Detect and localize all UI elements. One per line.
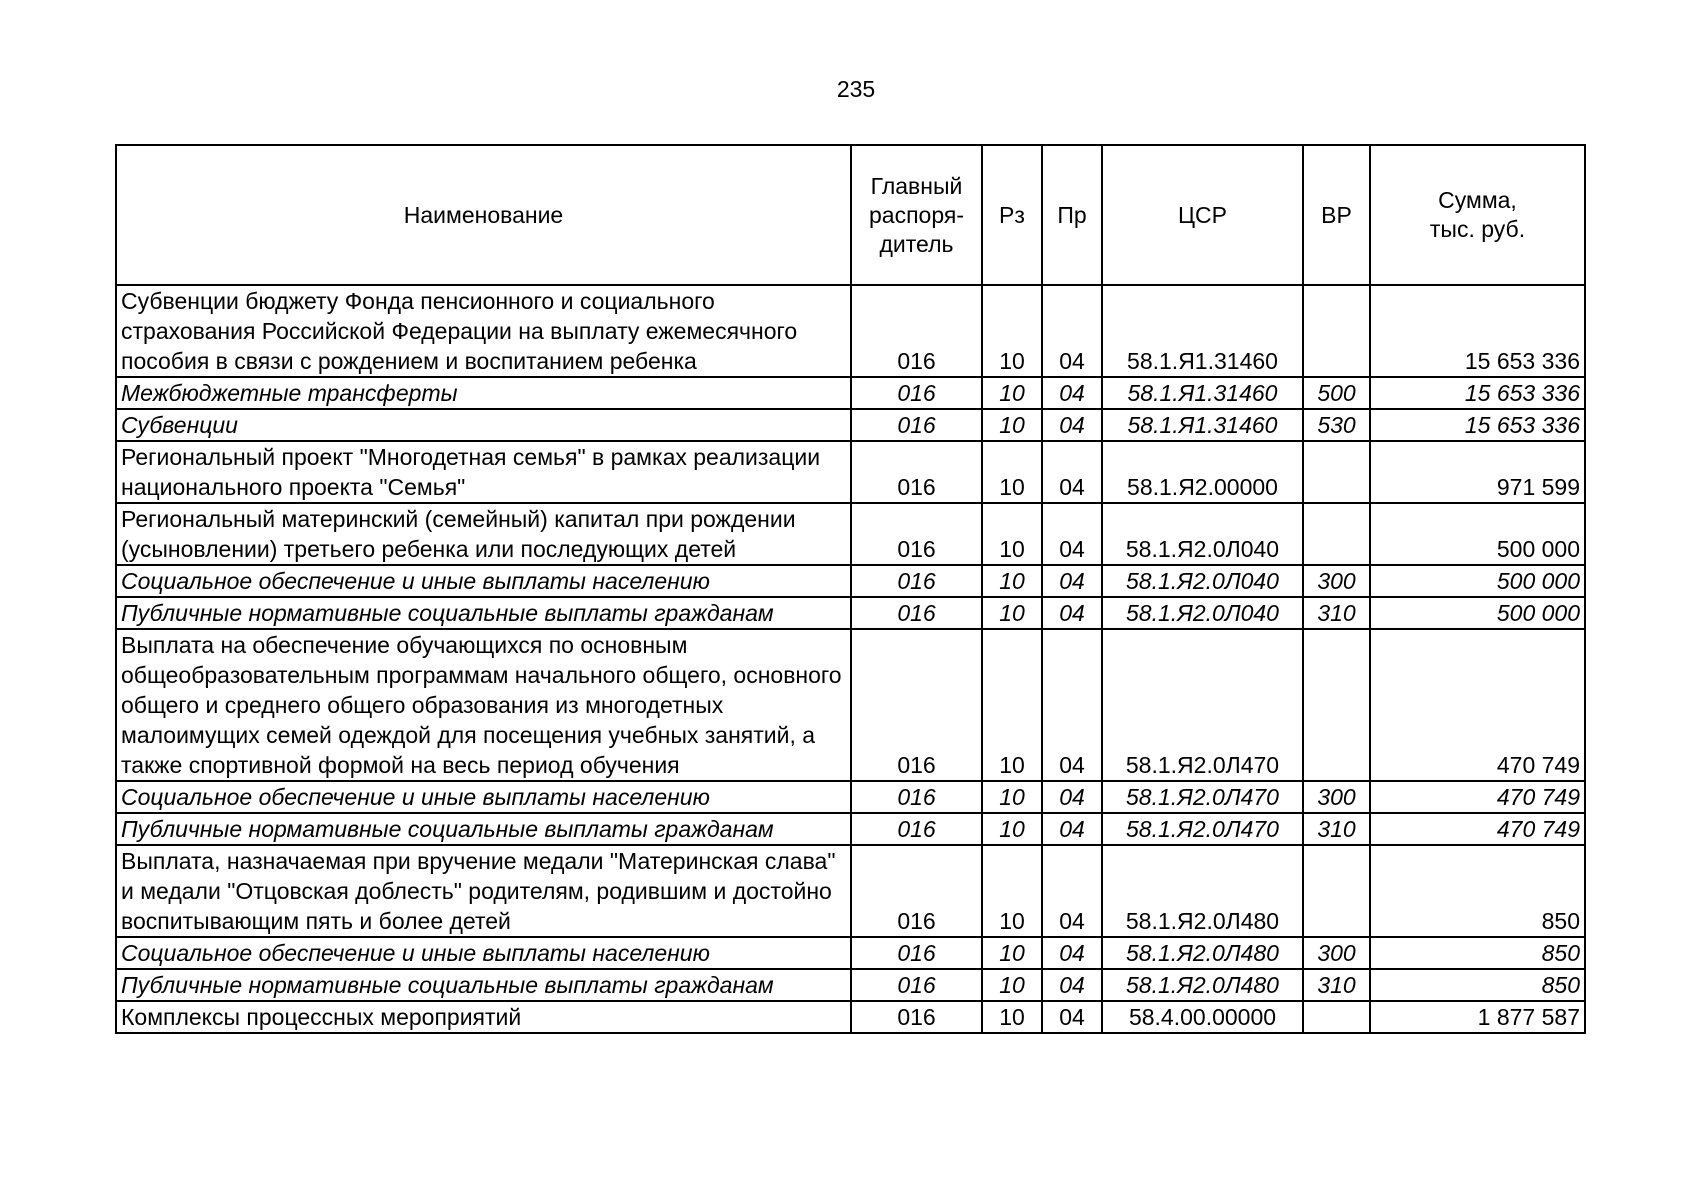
cell-vr	[1303, 285, 1370, 377]
cell-name: Публичные нормативные социальные выплаты гражданам	[116, 969, 851, 1001]
cell-vr	[1303, 503, 1370, 565]
table-header	[116, 145, 1585, 285]
header-vr: ВР	[1303, 145, 1370, 285]
table-row	[116, 377, 1585, 409]
header-name: Наименование	[116, 145, 851, 285]
cell-main-manager: 016	[851, 629, 982, 781]
cell-csr: 58.4.00.00000	[1102, 1001, 1303, 1033]
cell-rz: 10	[982, 597, 1042, 629]
cell-rz: 10	[982, 781, 1042, 813]
header-pr: Пр	[1042, 145, 1102, 285]
header-csr: ЦСР	[1102, 145, 1303, 285]
table-body	[116, 285, 1585, 1033]
cell-name: Региональный проект "Многодетная семья" в рамках реализации национального проекта "Семья"	[116, 441, 851, 503]
cell-main-manager: 016	[851, 969, 982, 1001]
cell-name: Комплексы процессных мероприятий	[116, 1001, 851, 1033]
cell-rz: 10	[982, 845, 1042, 937]
cell-vr	[1303, 629, 1370, 781]
cell-vr	[1303, 441, 1370, 503]
cell-sum: 850	[1370, 845, 1585, 937]
cell-csr: 58.1.Я2.0Л470	[1102, 629, 1303, 781]
table-row	[116, 845, 1585, 937]
cell-rz: 10	[982, 377, 1042, 409]
cell-sum: 470 749	[1370, 781, 1585, 813]
cell-sum: 1 877 587	[1370, 1001, 1585, 1033]
page-number: 235	[836, 76, 876, 102]
cell-name: Выплата, назначаемая при вручение медали "Материнская слава" и медали "Отцовская доблесть" родителям, родившим и достойно воспитывающим пять и более детей	[116, 845, 851, 937]
cell-name: Социальное обеспечение и иные выплаты населению	[116, 565, 851, 597]
table-row	[116, 409, 1585, 441]
cell-vr: 300	[1303, 565, 1370, 597]
cell-csr: 58.1.Я2.0Л480	[1102, 969, 1303, 1001]
cell-csr: 58.1.Я2.0Л040	[1102, 597, 1303, 629]
cell-rz: 10	[982, 969, 1042, 1001]
cell-rz: 10	[982, 565, 1042, 597]
cell-rz: 10	[982, 1001, 1042, 1033]
cell-sum: 470 749	[1370, 629, 1585, 781]
cell-csr: 58.1.Я2.0Л040	[1102, 565, 1303, 597]
cell-name: Социальное обеспечение и иные выплаты населению	[116, 937, 851, 969]
cell-vr	[1303, 845, 1370, 937]
cell-sum: 15 653 336	[1370, 285, 1585, 377]
cell-main-manager: 016	[851, 597, 982, 629]
cell-pr: 04	[1042, 813, 1102, 845]
budget-table	[115, 144, 1586, 1034]
cell-main-manager: 016	[851, 781, 982, 813]
cell-name: Межбюджетные трансферты	[116, 377, 851, 409]
cell-sum: 15 653 336	[1370, 377, 1585, 409]
cell-pr: 04	[1042, 409, 1102, 441]
cell-sum: 850	[1370, 969, 1585, 1001]
cell-name: Публичные нормативные социальные выплаты гражданам	[116, 597, 851, 629]
cell-csr: 58.1.Я1.31460	[1102, 285, 1303, 377]
table-row	[116, 969, 1585, 1001]
cell-vr	[1303, 1001, 1370, 1033]
cell-pr: 04	[1042, 781, 1102, 813]
cell-rz: 10	[982, 503, 1042, 565]
cell-sum: 500 000	[1370, 565, 1585, 597]
cell-main-manager: 016	[851, 409, 982, 441]
header-rz: Рз	[982, 145, 1042, 285]
cell-main-manager: 016	[851, 503, 982, 565]
cell-rz: 10	[982, 285, 1042, 377]
cell-pr: 04	[1042, 441, 1102, 503]
cell-pr: 04	[1042, 629, 1102, 781]
cell-vr: 300	[1303, 781, 1370, 813]
cell-sum: 500 000	[1370, 503, 1585, 565]
cell-main-manager: 016	[851, 565, 982, 597]
cell-name: Региональный материнский (семейный) капитал при рождении (усыновлении) третьего ребенка или последующих детей	[116, 503, 851, 565]
cell-sum: 500 000	[1370, 597, 1585, 629]
cell-sum: 15 653 336	[1370, 409, 1585, 441]
table-row	[116, 503, 1585, 565]
cell-pr: 04	[1042, 377, 1102, 409]
cell-main-manager: 016	[851, 813, 982, 845]
cell-csr: 58.1.Я1.31460	[1102, 409, 1303, 441]
cell-pr: 04	[1042, 937, 1102, 969]
cell-csr: 58.1.Я2.00000	[1102, 441, 1303, 503]
cell-pr: 04	[1042, 1001, 1102, 1033]
cell-rz: 10	[982, 937, 1042, 969]
cell-name: Выплата на обеспечение обучающихся по основным общеобразовательным программам начального общего, основного общего и среднего общего образования из многодетных малоимущих семей одеждой для посещения учебных занятий, а также спортивной формой на весь период обучения	[116, 629, 851, 781]
cell-name: Субвенции	[116, 409, 851, 441]
cell-main-manager: 016	[851, 845, 982, 937]
cell-pr: 04	[1042, 565, 1102, 597]
cell-csr: 58.1.Я2.0Л470	[1102, 781, 1303, 813]
table-row	[116, 565, 1585, 597]
table-row	[116, 597, 1585, 629]
cell-main-manager: 016	[851, 441, 982, 503]
cell-vr: 310	[1303, 597, 1370, 629]
cell-name: Социальное обеспечение и иные выплаты населению	[116, 781, 851, 813]
table-row	[116, 629, 1585, 781]
table-row	[116, 441, 1585, 503]
cell-main-manager: 016	[851, 377, 982, 409]
header-sum: Сумма, тыс. руб.	[1370, 145, 1585, 285]
header-row	[116, 145, 1585, 285]
table-row	[116, 285, 1585, 377]
cell-csr: 58.1.Я2.0Л480	[1102, 845, 1303, 937]
cell-pr: 04	[1042, 969, 1102, 1001]
cell-vr: 310	[1303, 969, 1370, 1001]
cell-sum: 850	[1370, 937, 1585, 969]
cell-csr: 58.1.Я2.0Л480	[1102, 937, 1303, 969]
cell-csr: 58.1.Я1.31460	[1102, 377, 1303, 409]
cell-vr: 310	[1303, 813, 1370, 845]
cell-sum: 971 599	[1370, 441, 1585, 503]
cell-pr: 04	[1042, 845, 1102, 937]
cell-sum: 470 749	[1370, 813, 1585, 845]
table-row	[116, 1001, 1585, 1033]
cell-pr: 04	[1042, 597, 1102, 629]
cell-name: Субвенции бюджету Фонда пенсионного и социального страхования Российской Федерации на выплату ежемесячного пособия в связи с рождением и воспитанием ребенка	[116, 285, 851, 377]
cell-name: Публичные нормативные социальные выплаты гражданам	[116, 813, 851, 845]
cell-rz: 10	[982, 409, 1042, 441]
cell-vr: 530	[1303, 409, 1370, 441]
cell-csr: 58.1.Я2.0Л040	[1102, 503, 1303, 565]
table-row	[116, 937, 1585, 969]
cell-pr: 04	[1042, 285, 1102, 377]
cell-rz: 10	[982, 441, 1042, 503]
cell-vr: 300	[1303, 937, 1370, 969]
cell-main-manager: 016	[851, 937, 982, 969]
table-row	[116, 781, 1585, 813]
header-main-manager: Главный распоря- дитель	[851, 145, 982, 285]
table-row	[116, 813, 1585, 845]
cell-vr: 500	[1303, 377, 1370, 409]
cell-main-manager: 016	[851, 285, 982, 377]
cell-rz: 10	[982, 629, 1042, 781]
cell-csr: 58.1.Я2.0Л470	[1102, 813, 1303, 845]
cell-main-manager: 016	[851, 1001, 982, 1033]
cell-rz: 10	[982, 813, 1042, 845]
cell-pr: 04	[1042, 503, 1102, 565]
